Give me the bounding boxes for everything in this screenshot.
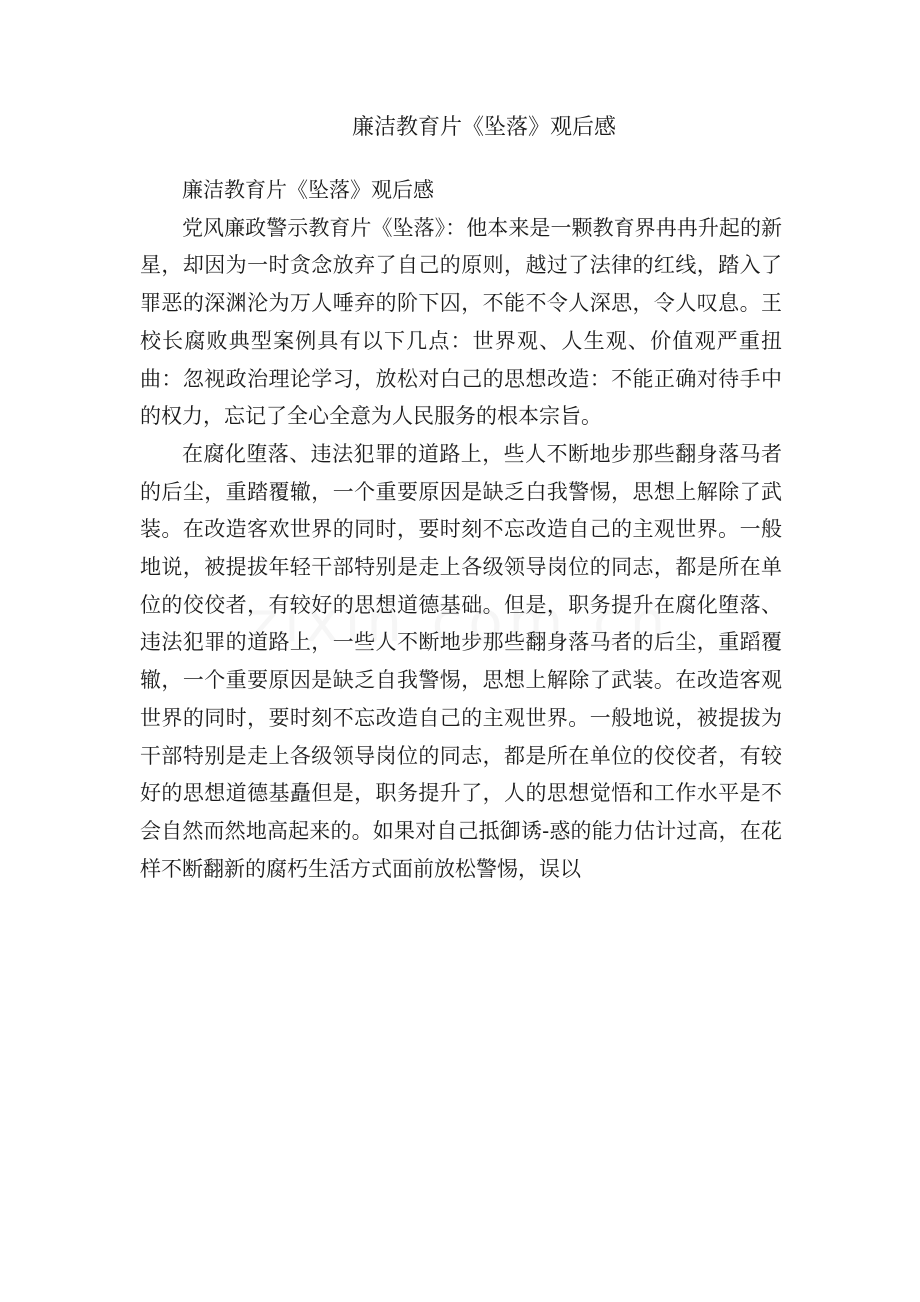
document-body bbox=[140, 172, 782, 888]
paragraph-main: 在腐化堕落、违法犯罪的道路上，些人不断地步那些翻身落马者的后尘，重踏覆辙，一个重要原因是缺乏白我警惕，思想上解除了武装。在改造客欢世界的同时，要时刻不忘改造自己的主观世界。一般地说，被提拔年轻干部特别是走上各级领导岗位的同志，都是所在单位的佼佼者，有较好的思想道德基础。但是，职务提升在腐化堕落、违法犯罪的道路上，一些人不断地步那些翻身落马者的后尘，重蹈覆辙，一个重要原因是缺乏自我警惕，思想上解除了武装。在改造客观世界的同时，要时刻不忘改造自己的主观世界。一般地说，被提拔为干部特别是走上各级领导岗位的同志，都是所在单位的佼佼者，有较好的思想道德基矗但是，职务提升了，人的思想觉悟和工作水平是不会自然而然地高起来的。如果对自己抵御诱-惑的能力估计过高，在花样不断翻新的腐朽生活方式面前放松警惕，误以 bbox=[140, 441, 782, 881]
document-title: 廉洁教育片《坠落》观后感 bbox=[351, 115, 616, 140]
paragraph-subtitle: 廉洁教育片《坠落》观后感 bbox=[182, 178, 434, 202]
paragraph-intro: 党风廉政警示教育片《坠落》：他本来是一颗教育界冉冉升起的新星，却因为一时贪念放弃了自己的原则，越过了法律的红线，踏入了罪恶的深渊沦为万人唾弃的阶下囚，不能不令人深思，令人叹息。王校长腐败典型案例具有以下几点：世界观、人生观、价值观严重扭曲：忽视政治理论学习，放松对白己的思想改造：不能正确对待手中的权力，忘记了全心全意为人民服务的根本宗旨。 bbox=[140, 215, 782, 429]
